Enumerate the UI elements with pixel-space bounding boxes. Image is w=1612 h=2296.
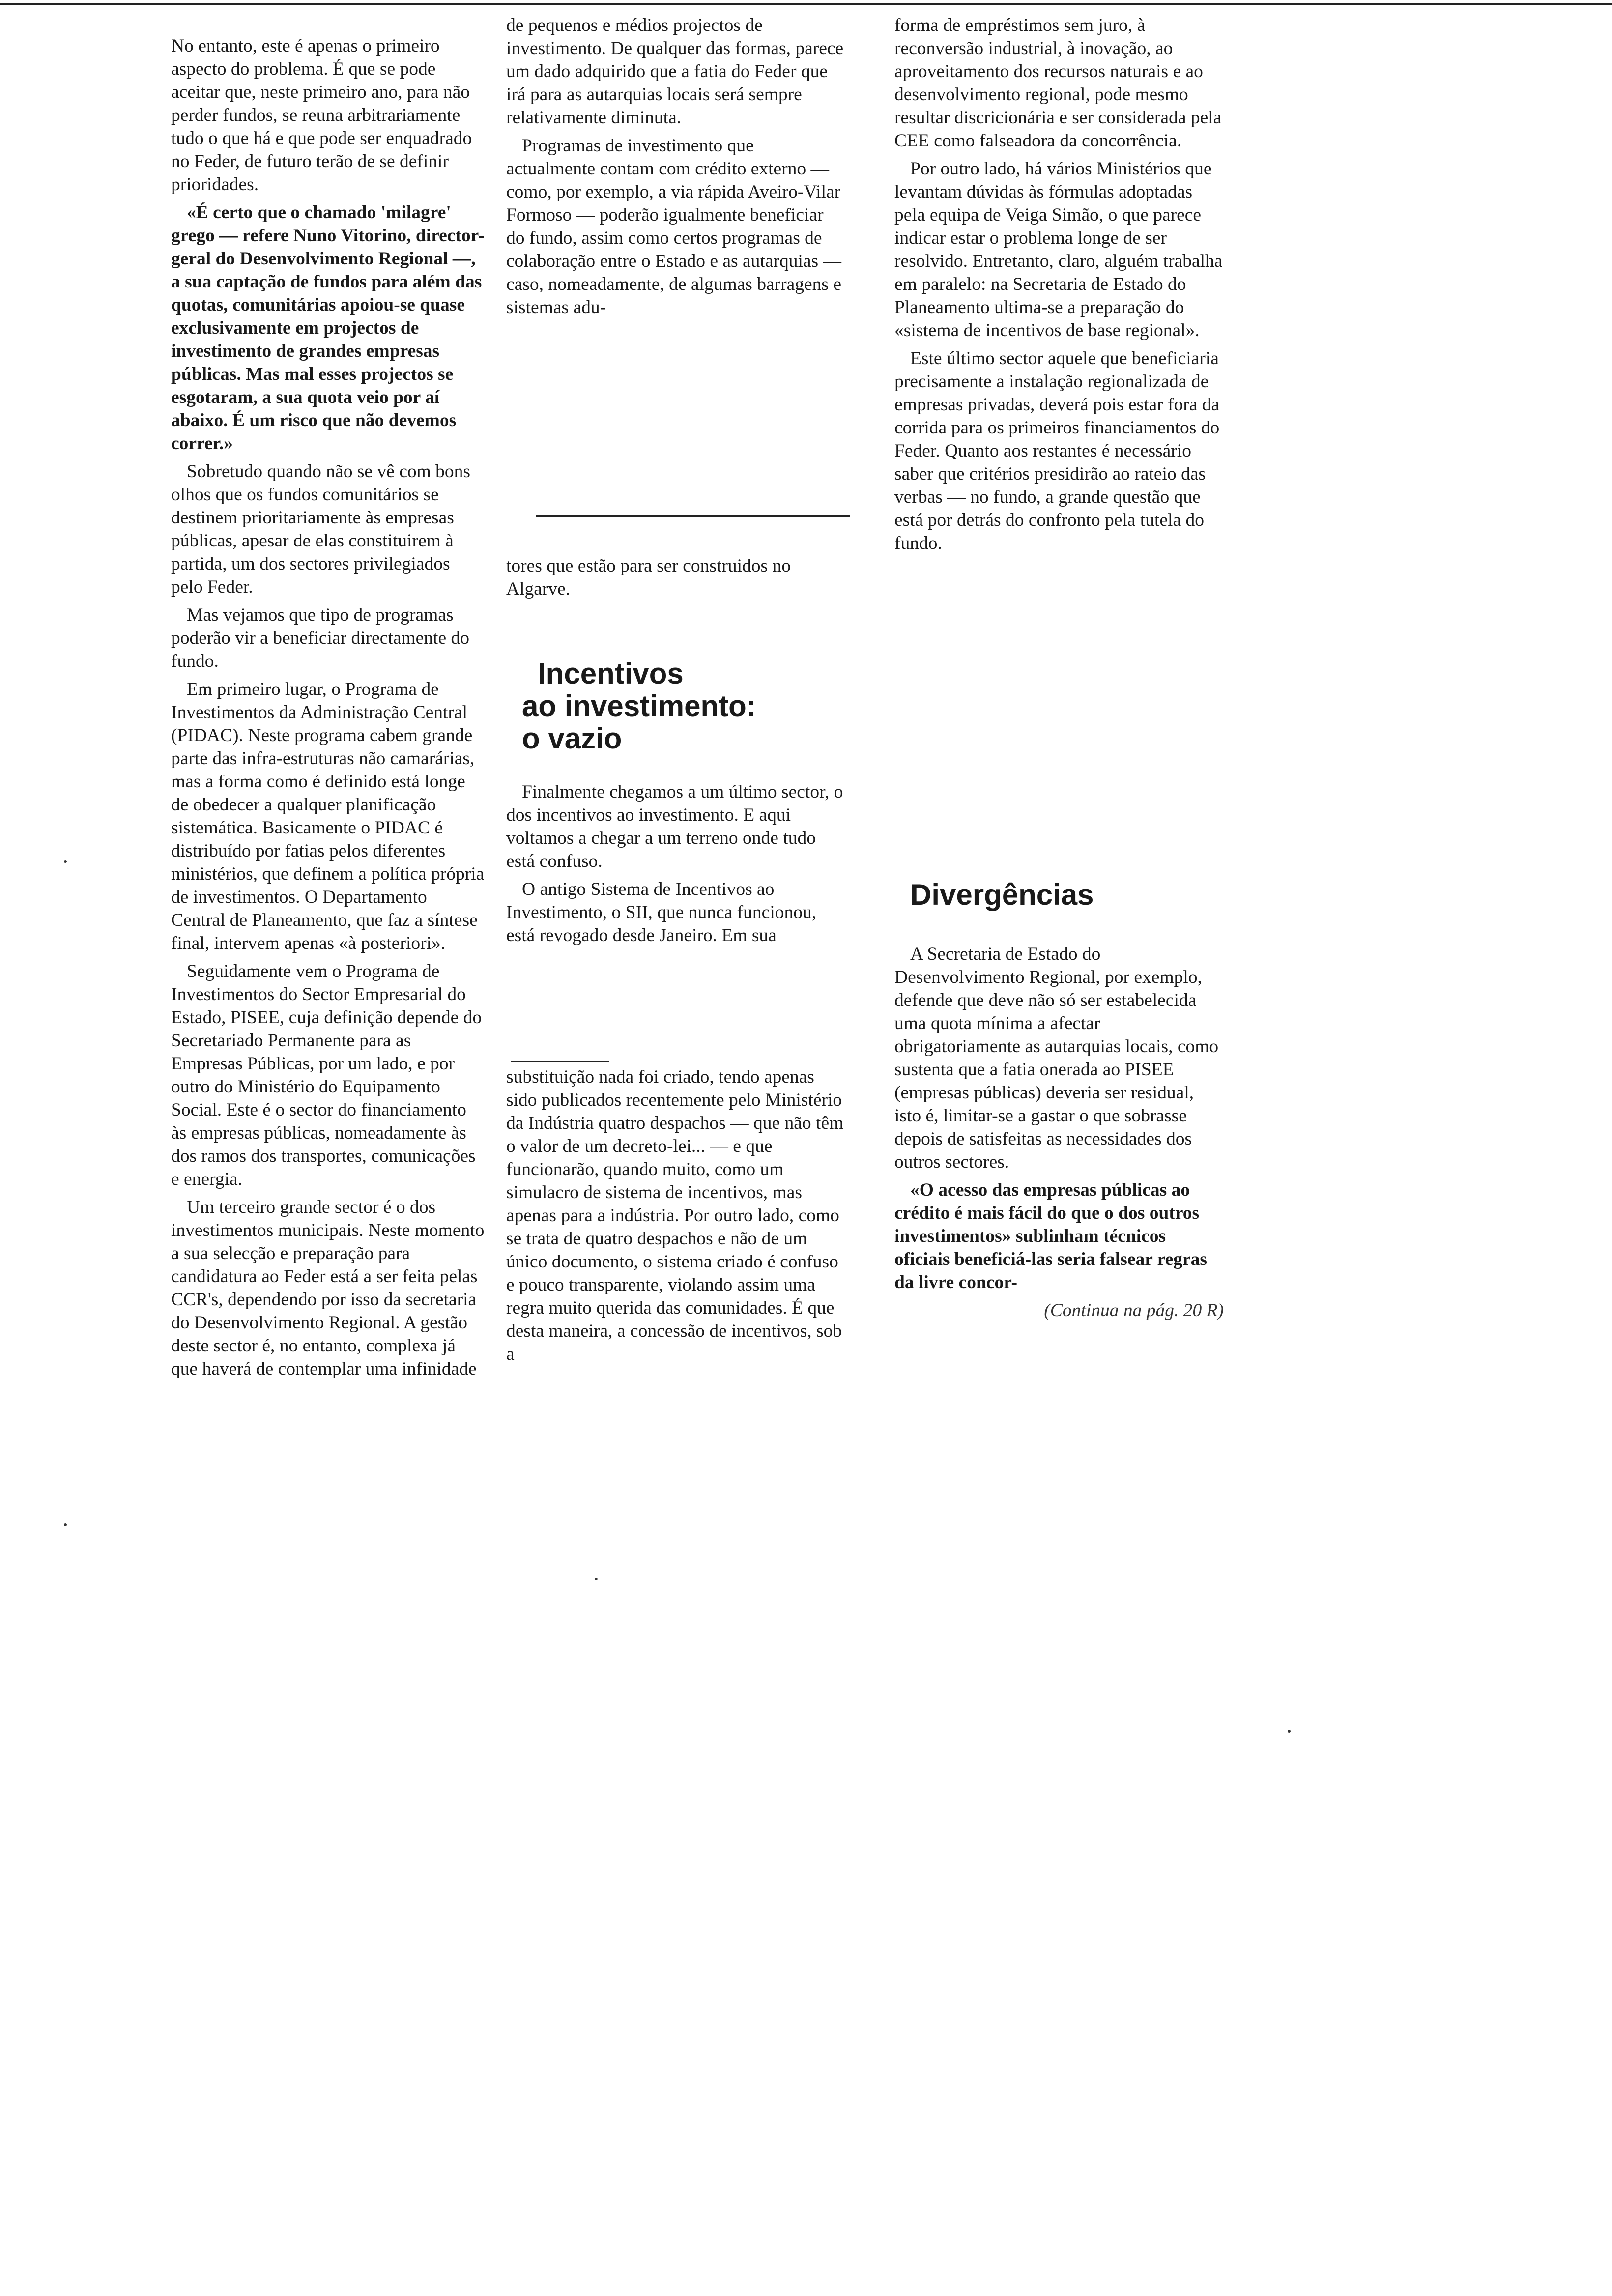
paragraph: «O acesso das empresas públicas ao crédito é mais fácil do que o dos outros investimentos» sublinham técnicos oficiais beneficiá-las seria falsear regras da livre concor- xyxy=(894,1180,1207,1292)
paragraph: Seguidamente vem o Programa de Investimentos do Sector Empresarial do Estado, PISEE, cuja definição depende do Secretariado Permanente para as Empresas Públicas, por um lado, e por outro do Ministério do Equipamento Social. Este é o sector do financiamento às empresas públicas, nomeadamente às dos ramos dos transportes, comunicações e energia. xyxy=(171,961,482,1189)
paragraph: Sobretudo quando não se vê com bons olhos que os fundos comunitários se destinem prioritariamente às empresas públicas, apesar de elas constituirem à partida, um dos sectores privilegiados pelo Feder. xyxy=(171,461,470,597)
scan-speck xyxy=(1288,1730,1291,1733)
paragraph: tores que estão para ser construidos no Algarve. xyxy=(506,556,791,599)
scan-speck xyxy=(64,860,67,863)
scan-speck xyxy=(595,1578,598,1580)
paragraph: Este último sector aquele que beneficiaria precisamente a instalação regionalizada de empresas privadas, deverá pois estar fora da corrida para os primeiros financiamentos do Feder. Quanto aos restantes é necessário saber que critérios presidirão ao rateio das verbas — no fundo, a grande questão que está por detrás do confronto pela tutela do fundo. xyxy=(894,348,1220,553)
paragraph: Em primeiro lugar, o Programa de Investimentos da Administração Central (PIDAC). Neste programa cabem grande parte das infra-estruturas não camarárias, mas a forma como é definido está longe de obedecer a qualquer planificação sistemática. Basicamente o PIDAC é distribuído por fatias pelos diferentes ministérios, que definem a política própria de investimentos. O Departamento Central de Planeamento, que faz a síntese final, intervem apenas «à posteriori». xyxy=(171,679,485,953)
paragraph: O antigo Sistema de Incentivos ao Investimento, o SII, que nunca funcionou, está revogado desde Janeiro. Em sua xyxy=(506,879,817,946)
column-2-block-2 xyxy=(506,554,845,605)
column-separator-rule xyxy=(536,515,850,517)
paragraph: A Secretaria de Estado do Desenvolvimento Regional, por exemplo, defende que deve não só ser estabelecida uma quota mínima a afectar obrigatoriamente as autarquias locais, como sustenta que a fatia onerada ao PISEE (empresas públicas) deveria ser residual, isto é, limitar-se a gastar o que sobrasse depois de satisfeitas as necessidades dos outros sectores. xyxy=(894,944,1219,1172)
section-heading: Incentivos ao investimento: o vazio xyxy=(522,657,756,755)
section-heading: Divergências xyxy=(910,878,1094,911)
column-3-block-2 xyxy=(894,943,1224,1327)
continued-note: (Continua na pág. 20 R) xyxy=(1044,1300,1224,1320)
paragraph: Um terceiro grande sector é o dos investimentos municipais. Neste momento a sua selecção e preparação para candidatura ao Feder está a ser feita pelas CCR's, dependendo por isso da secretaria do Desenvolvimento Regional. A gestão deste sector é, no entanto, complexa já que haverá de contemplar uma infinidade xyxy=(171,1197,485,1379)
column-2-block-1 xyxy=(506,14,845,324)
article-column-1 xyxy=(171,34,486,1385)
top-border-rule xyxy=(0,3,1612,5)
section-heading-incentivos xyxy=(522,658,836,760)
paragraph: Programas de investimento que actualmente contam com crédito externo — como, por exemplo, a via rápida Aveiro-Vilar Formoso — poderão igualmente beneficiar do fundo, assim como certos programas de colaboração entre o Estado e as autarquias — caso, nomeadamente, de algumas barragens e sistemas adu- xyxy=(506,136,841,317)
column-2-block-3 xyxy=(506,780,845,952)
paragraph: Finalmente chegamos a um último sector, o dos incentivos ao investimento. E aqui voltamos a chegar a um terreno onde tudo está confuso. xyxy=(506,782,843,871)
column-3-block-1 xyxy=(894,14,1224,560)
scan-speck xyxy=(64,1523,67,1526)
column-2-block-4 xyxy=(506,1065,845,1371)
paragraph: de pequenos e médios projectos de investimento. De qualquer das formas, parece um dado adquirido que a fatia do Feder que irá para as autarquias locais será sempre relativamente diminuta. xyxy=(506,15,844,128)
paragraph: Mas vejamos que tipo de programas poderão vir a beneficiar directamente do fundo. xyxy=(171,605,469,671)
paragraph: No entanto, este é apenas o primeiro aspecto do problema. É que se pode aceitar que, neste primeiro ano, para não perder fundos, se reuna arbitrariamente tudo o que há e que pode ser enquadrado no Feder, de futuro terão de se definir prioridades. xyxy=(171,36,472,195)
column-separator-rule xyxy=(511,1061,609,1062)
paragraph: substituição nada foi criado, tendo apenas sido publicados recentemente pelo Ministério da Indústria quatro despachos — que não têm o valor de um decreto-lei... — e que funcionarão, quando muito, como um simulacro de sistema de incentivos, mas apenas para a indústria. Por outro lado, como se trata de quatro despachos e não de um único documento, o sistema criado é confuso e pouco transparente, violando assim uma regra muito querida das comunidades. É que desta maneira, a concessão de incentivos, sob a xyxy=(506,1067,844,1364)
section-heading-divergencias xyxy=(894,879,1224,916)
paragraph: Por outro lado, há vários Ministérios que levantam dúvidas às fórmulas adoptadas pela equipa de Veiga Simão, o que parece indicar estar o problema longe de ser resolvido. Entretanto, claro, alguém trabalha em paralelo: na Secretaria de Estado do Planeamento ultima-se a preparação do «sistema de incentivos de base regional». xyxy=(894,159,1223,341)
quote-paragraph: «É certo que o chamado 'milagre' grego — refere Nuno Vitorino, director-geral do Desenvolvimento Regional —, a sua captação de fundos para além das quotas, comunitárias apoiou-se quase exclusivamente em projectos de investimento de grandes empresas públicas. Mas mal esses projectos se esgotaram, a sua quota veio por aí abaixo. É um risco que não devemos correr.» xyxy=(171,202,485,454)
paragraph: forma de empréstimos sem juro, à reconversão industrial, à inovação, ao aproveitamento dos recursos naturais e ao desenvolvimento regional, pode mesmo resultar discricionária e ser considerada pela CEE como falseadora da concorrência. xyxy=(894,15,1222,151)
